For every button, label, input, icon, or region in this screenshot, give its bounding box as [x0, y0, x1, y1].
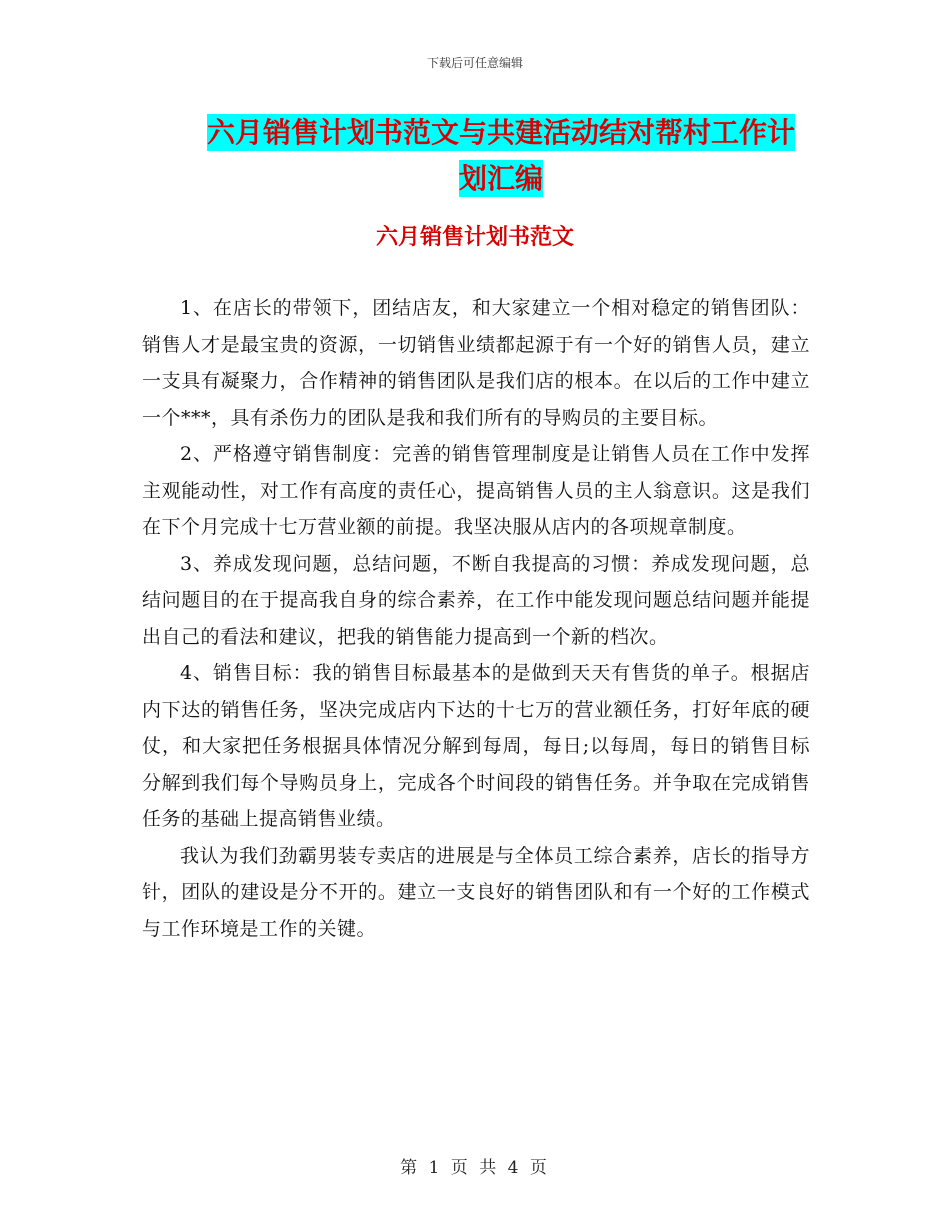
header-note: 下载后可任意编辑	[426, 56, 523, 70]
page-number-footer: 第 1 页 共 4 页	[400, 1158, 550, 1178]
paragraph-4: 4、销售目标：我的销售目标最基本的是做到天天有售货的单子。根据店内下达的销售任务，坚决完成店内下达的十七万的营业额任务，打好年底的硬仗，和大家把任务根据具体情况分解到每周，每日;以每周，每日的销售目标分解到我们每个导购员身上，完成各个时间段的销售任务。并争取在完成销售任务的基础上提高销售业绩。	[142, 662, 810, 830]
paragraph-1: 1、在店长的带领下，团结店友，和大家建立一个相对稳定的销售团队：销售人才是最宝贵的资源，一切销售业绩都起源于有一个好的销售人员，建立一支具有凝聚力，合作精神的销售团队是我们店的根本。在以后的工作中建立一个***，具有杀伤力的团队是我和我们所有的导购员的主要目标。	[142, 297, 810, 429]
paragraph-3: 3、养成发现问题，总结问题，不断自我提高的习惯：养成发现问题，总结问题目的在于提高我自身的综合素养，在工作中能发现问题总结问题并能提出自己的看法和建议，把我的销售能力提高到一个新的档次。	[142, 552, 810, 648]
paragraph-5: 我认为我们劲霸男装专卖店的进展是与全体员工综合素养，店长的指导方针，团队的建设是分不开的。建立一支良好的销售团队和有一个好的工作模式与工作环境是工作的关键。	[142, 844, 810, 940]
document-body	[142, 290, 810, 947]
document-title	[196, 110, 806, 202]
section-title: 六月销售计划书范文	[375, 225, 574, 250]
document-title-text: 六月销售计划书范文与共建活动结对帮村工作计划汇编	[206, 116, 795, 195]
paragraph-2: 2、严格遵守销售制度：完善的销售管理制度是让销售人员在工作中发挥主观能动性，对工作有高度的责任心，提高销售人员的主人翁意识。这是我们在下个月完成十七万营业额的前提。我坚决服从店内的各项规章制度。	[142, 443, 810, 538]
